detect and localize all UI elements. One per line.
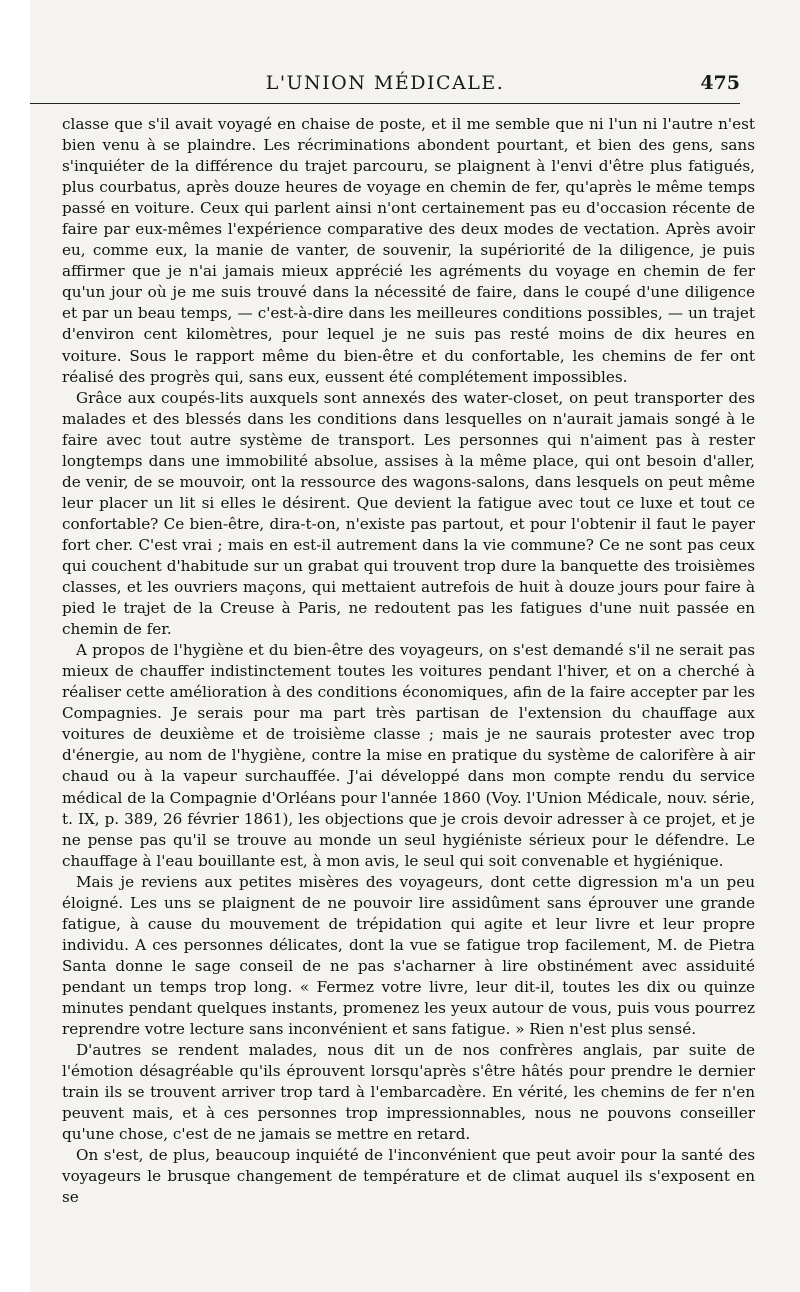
page-header bbox=[30, 72, 740, 100]
running-title: L'UNION MÉDICALE. bbox=[265, 72, 505, 94]
paragraph: classe que s'il avait voyagé en chaise de poste, et il me semble que ni l'un ni l'autre n'est bien venu à se plaindre. Les récriminations abondent pourtant, et bien des gens, sans s'inquiéter de la différence du trajet parcouru, se plaignent à l'envi d'être plus fatigués, plus courbatus, après douze heures de voyage en chemin de fer, qu'après le même temps passé en voiture. Ceux qui parlent ainsi n'ont certainement pas eu d'occasion récente de faire par eux-mêmes l'expérience comparative des deux modes de vectation. Après avoir eu, comme eux, la manie de vanter, de souvenir, la supériorité de la diligence, je puis affirmer que je n'ai jamais mieux apprécié les agréments du voyage en chemin de fer qu'un jour où je me suis trouvé dans la nécessité de faire, dans le coupé d'une diligence et par un beau temps, — c'est-à-dire dans les meilleures conditions possibles, — un trajet d'environ cent kilomètres, pour lequel je ne suis pas resté moins de dix heures en voiture. Sous le rapport même du bien-être et du confortable, les chemins de fer ont réalisé des progrès qui, sans eux, eussent été complétement impossibles. bbox=[62, 115, 755, 386]
article-body bbox=[62, 114, 755, 1208]
paragraph: Mais je reviens aux petites misères des voyageurs, dont cette digression m'a un peu éloigné. Les uns se plaignent de ne pouvoir lire assidûment sans éprouver une grande fatigue, à cause du mouvement de trépidation qui agite et leur livre et leur propre individu. A ces personnes délicates, dont la vue se fatigue trop facilement, M. de Pietra Santa donne le sage conseil de ne pas s'acharner à lire obstinément avec assiduité pendant un temps trop long. « Fermez votre livre, leur dit-il, toutes les dix ou quinze minutes pendant quelques instants, promenez les yeux autour de vous, puis vous pourrez reprendre votre lecture sans inconvénient et sans fatigue. » Rien n'est plus sensé. bbox=[62, 872, 755, 1039]
paragraph: D'autres se rendent malades, nous dit un de nos confrères anglais, par suite de l'émotion désagréable qu'ils éprouvent lorsqu'après s'être hâtés pour prendre le dernier train ils se trouvent arriver trop tard à l'embarcadère. En vérité, les chemins de fer n'en peuvent mais, et à ces personnes trop impressionnables, nous ne pouvons conseiller qu'une chose, c'est de ne jamais se mettre en retard. bbox=[62, 1041, 755, 1144]
paragraph: Grâce aux coupés-lits auxquels sont annexés des water-closet, on peut transporter des malades et des blessés dans les conditions dans lesquelles on n'aurait jamais songé à le faire avec tout autre système de transport. Les personnes qui n'aiment pas à rester longtemps dans une immobilité absolue, assises à la même place, qui ont besoin d'aller, de venir, de se mouvoir, ont la ressource des wagons-salons, dans lesquels on peut même leur placer un lit si elles le désirent. Que devient la fatigue avec tout ce luxe et tout ce confortable? Ce bien-être, dira-t-on, n'existe pas partout, et pour l'obtenir il faut le payer fort cher. C'est vrai ; mais en est-il autrement dans la vie commune? Ce ne sont pas ceux qui couchent d'habitude sur un grabat qui trouvent trop dure la banquette des troisièmes classes, et les ouvriers maçons, qui mettaient autrefois de huit à douze jours pour faire à pied le trajet de la Creuse à Paris, ne redoutent pas les fatigues d'une nuit passée en chemin de fer. bbox=[62, 388, 755, 639]
paragraph: A propos de l'hygiène et du bien-être des voyageurs, on s'est demandé s'il ne serait pas mieux de chauffer indistinctement toutes les voitures pendant l'hiver, et on a cherché à réaliser cette amélioration à des conditions économiques, afin de la faire accepter par les Compagnies. Je serais pour ma part très partisan de l'extension du chauffage aux voitures de deuxième et de troisième classe ; mais je ne saurais protester avec trop d'énergie, au nom de l'hygiène, contre la mise en pratique du système de calorifère à air chaud ou à la vapeur surchauffée. J'ai développé dans mon compte rendu du service médical de la Compagnie d'Orléans pour l'année 1860 (Voy. l'Union Médicale, nouv. série, t. IX, p. 389, 26 février 1861), les objections que je crois devoir adresser à ce projet, et je ne pense pas qu'il se trouve au monde un seul hygiéniste sérieux pour le défendre. Le chauffage à l'eau bouillante est, à mon avis, le seul qui soit convenable et hygiénique. bbox=[62, 641, 755, 870]
page-number: 475 bbox=[700, 72, 740, 94]
header-rule bbox=[30, 103, 740, 104]
paragraph: On s'est, de plus, beaucoup inquiété de l'inconvénient que peut avoir pour la santé des voyageurs le brusque changement de température et de climat auquel ils s'exposent en se bbox=[62, 1146, 755, 1207]
